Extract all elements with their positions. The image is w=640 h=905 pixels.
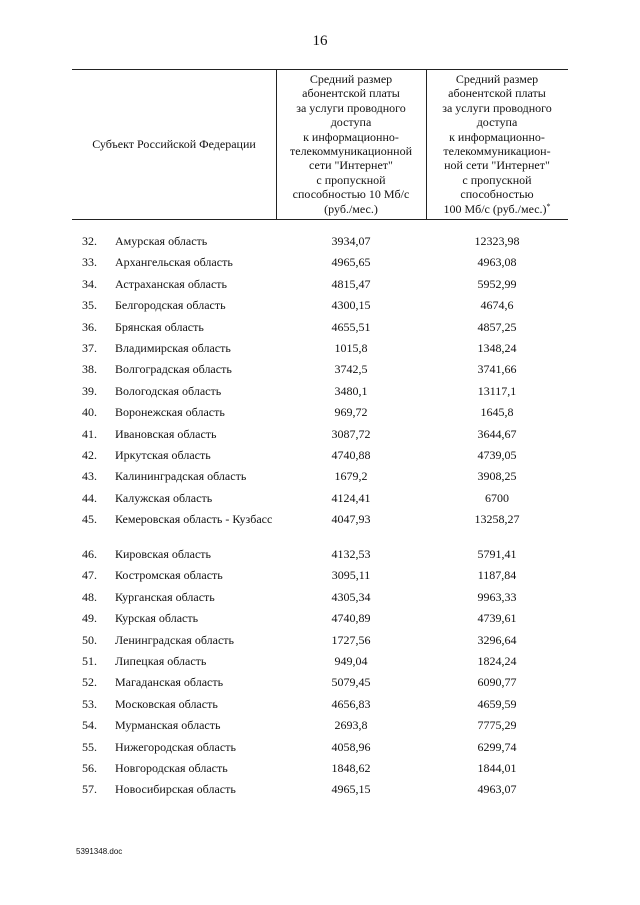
table-row — [72, 317, 568, 338]
row-number: 42. — [82, 447, 97, 462]
header-line: (руб./мес.) — [324, 201, 378, 216]
row-number: 45. — [82, 512, 97, 527]
table-row — [72, 488, 568, 509]
document-filename: 5391348.doc — [76, 847, 123, 856]
fee-10mbps: 4300,15 — [331, 298, 371, 313]
fee-10mbps: 4305,34 — [331, 589, 371, 604]
region-name: Мурманская область — [115, 718, 221, 733]
table-row — [72, 565, 568, 586]
row-number: 32. — [82, 234, 97, 248]
region-name: Ленинградская область — [115, 632, 234, 647]
table-row — [72, 608, 568, 629]
fee-100mbps: 4963,08 — [477, 255, 517, 270]
fee-100mbps: 3296,64 — [477, 632, 517, 647]
header-line: ной сети "Интернет" — [444, 158, 550, 173]
fee-100mbps: 4739,61 — [477, 611, 517, 626]
table-row — [72, 544, 568, 565]
fee-10mbps: 3742,5 — [334, 362, 368, 377]
header-line: 100 Мб/с (руб./мес.)* — [443, 201, 551, 216]
row-number: 57. — [82, 782, 97, 797]
row-number: 46. — [82, 547, 97, 562]
region-name: Кировская область — [115, 547, 212, 562]
fee-10mbps: 4655,51 — [331, 319, 371, 334]
header-line: сети "Интернет" — [309, 158, 393, 173]
fee-100mbps: 1844,01 — [477, 760, 517, 775]
region-name: Астраханская область — [115, 276, 227, 291]
header-line: абонентской платы — [302, 86, 400, 101]
fee-10mbps: 4740,88 — [331, 447, 371, 462]
row-number: 54. — [82, 718, 97, 733]
table-row — [72, 630, 568, 651]
fee-10mbps: 1679,2 — [334, 469, 368, 484]
fee-100mbps: 4739,05 — [477, 447, 517, 462]
table-row — [72, 402, 568, 423]
region-name: Брянская область — [115, 319, 204, 334]
region-name: Вологодская область — [115, 383, 222, 398]
row-number: 48. — [82, 589, 97, 604]
row-number: 52. — [82, 675, 97, 690]
row-number: 33. — [82, 255, 97, 270]
header-line: способностью — [460, 187, 534, 202]
row-number: 49. — [82, 611, 97, 626]
region-name: Иркутская область — [115, 447, 211, 462]
region-name: Амурская область — [115, 234, 208, 248]
region-name: Кемеровская область - Кузбасс — [115, 512, 273, 527]
fee-100mbps: 13258,27 — [474, 512, 520, 527]
row-number: 51. — [82, 654, 97, 669]
table-row — [72, 758, 568, 779]
table-row — [72, 338, 568, 359]
fee-10mbps: 1015,8 — [334, 340, 368, 355]
fee-100mbps: 9963,33 — [477, 589, 517, 604]
row-number: 47. — [82, 568, 97, 583]
row-number: 56. — [82, 760, 97, 775]
fee-100mbps: 1348,24 — [477, 340, 517, 355]
header-line: к информационно- — [449, 129, 545, 144]
table-row — [72, 466, 568, 487]
row-number: 36. — [82, 319, 97, 334]
fee-10mbps: 4815,47 — [331, 276, 371, 291]
header-line: абонентской платы — [448, 86, 546, 101]
fee-100mbps: 6700 — [485, 490, 509, 505]
fee-100mbps: 4857,25 — [477, 319, 517, 334]
fee-100mbps: 13117,1 — [477, 383, 517, 398]
fee-10mbps: 1848,62 — [331, 760, 371, 775]
fee-100mbps: 5952,99 — [477, 276, 517, 291]
region-name: Архангельская область — [115, 255, 233, 270]
fee-100mbps: 12323,98 — [474, 234, 520, 248]
header-line: Средний размер — [455, 72, 539, 86]
header-line: доступа — [476, 115, 518, 130]
fee-100mbps: 3908,25 — [477, 469, 517, 484]
fee-10mbps: 4047,93 — [331, 512, 371, 527]
fee-10mbps: 5079,45 — [331, 675, 371, 690]
fee-10mbps: 4656,83 — [331, 696, 371, 711]
region-name: Новосибирская область — [115, 782, 236, 797]
region-name: Костромская область — [115, 568, 223, 583]
table-row — [72, 715, 568, 736]
fee-10mbps: 3087,72 — [331, 426, 371, 441]
region-name: Курская область — [115, 611, 199, 626]
table-row — [72, 381, 568, 402]
fee-10mbps: 4965,65 — [331, 255, 371, 270]
row-number: 53. — [82, 696, 97, 711]
header-line: способностью 10 Мб/с — [292, 187, 410, 202]
header-line: телекоммуникационной — [290, 144, 412, 159]
table-row — [72, 359, 568, 380]
fee-100mbps: 1187,84 — [477, 568, 517, 583]
table-row — [72, 779, 568, 800]
row-number: 43. — [82, 469, 97, 484]
header-line: с пропускной — [462, 172, 532, 187]
table-header-rule — [72, 219, 568, 220]
header-subject: Субъект Российской Федерации — [92, 137, 256, 151]
row-number: 44. — [82, 490, 97, 505]
header-line: доступа — [330, 115, 372, 130]
fee-10mbps: 4965,15 — [331, 782, 371, 797]
fee-10mbps: 4740,89 — [331, 611, 371, 626]
fee-100mbps: 4659,59 — [477, 696, 517, 711]
table-row — [72, 737, 568, 758]
region-name: Московская область — [115, 696, 218, 711]
region-name: Ивановская область — [115, 426, 217, 441]
fee-10mbps: 949,04 — [334, 654, 368, 669]
page-number: 16 — [312, 33, 328, 49]
fee-10mbps: 1727,56 — [331, 632, 371, 647]
fee-10mbps: 3095,11 — [331, 568, 371, 583]
row-number: 41. — [82, 426, 97, 441]
region-name: Белгородская область — [115, 298, 226, 313]
table-row — [72, 651, 568, 672]
table-row — [72, 424, 568, 445]
table-row — [72, 587, 568, 608]
fee-100mbps: 7775,29 — [477, 718, 517, 733]
table-row — [72, 295, 568, 316]
header-line: за услуги проводного — [296, 100, 406, 115]
fee-10mbps: 2693,8 — [334, 718, 368, 733]
row-number: 39. — [82, 383, 97, 398]
table-row — [72, 231, 568, 252]
fee-100mbps: 6090,77 — [477, 675, 517, 690]
region-name: Воронежская область — [115, 405, 225, 420]
fee-100mbps: 3644,67 — [477, 426, 517, 441]
row-number: 35. — [82, 298, 97, 313]
fee-100mbps: 5791,41 — [477, 547, 517, 562]
region-name: Магаданская область — [115, 675, 224, 690]
header-line: с пропускной — [316, 172, 386, 187]
fee-10mbps: 3480,1 — [334, 383, 368, 398]
table-row — [72, 274, 568, 295]
fee-100mbps: 6299,74 — [477, 739, 517, 754]
region-name: Волгоградская область — [115, 362, 232, 377]
fee-10mbps: 4132,53 — [331, 547, 371, 562]
row-number: 37. — [82, 340, 97, 355]
fee-100mbps: 1824,24 — [477, 654, 517, 669]
region-name: Курганская область — [115, 589, 215, 604]
row-number: 50. — [82, 632, 97, 647]
region-name: Нижегородская область — [115, 739, 236, 754]
fee-100mbps: 4674,6 — [480, 298, 514, 313]
table-row — [72, 252, 568, 273]
table-row — [72, 672, 568, 693]
region-name: Калининградская область — [115, 469, 247, 484]
fee-10mbps: 4058,96 — [331, 739, 371, 754]
fee-10mbps: 969,72 — [334, 405, 368, 420]
region-name: Калужская область — [115, 490, 213, 505]
fee-10mbps: 4124,41 — [331, 490, 371, 505]
header-line: к информационно- — [303, 129, 399, 144]
row-number: 40. — [82, 405, 97, 420]
table-body — [72, 231, 568, 801]
table-row — [72, 694, 568, 715]
header-line: за услуги проводного — [442, 100, 552, 115]
fee-100mbps: 1645,8 — [480, 405, 514, 420]
row-number: 55. — [82, 739, 97, 754]
header-fee-100mbps — [426, 72, 568, 216]
fee-100mbps: 4963,07 — [477, 782, 517, 797]
fee-10mbps: 3934,07 — [331, 234, 371, 248]
region-name: Новгородская область — [115, 760, 228, 775]
fee-100mbps: 3741,66 — [477, 362, 517, 377]
table-row — [72, 445, 568, 466]
footnote-mark: * — [546, 201, 551, 211]
row-number: 34. — [82, 276, 97, 291]
table-row — [72, 509, 568, 544]
header-line: телекоммуникацион- — [443, 144, 551, 159]
header-line: Средний размер — [309, 72, 393, 86]
header-fee-10mbps — [276, 72, 426, 216]
region-name: Липецкая область — [115, 654, 207, 669]
table-top-rule — [72, 69, 568, 70]
row-number: 38. — [82, 362, 97, 377]
region-name: Владимирская область — [115, 340, 231, 355]
